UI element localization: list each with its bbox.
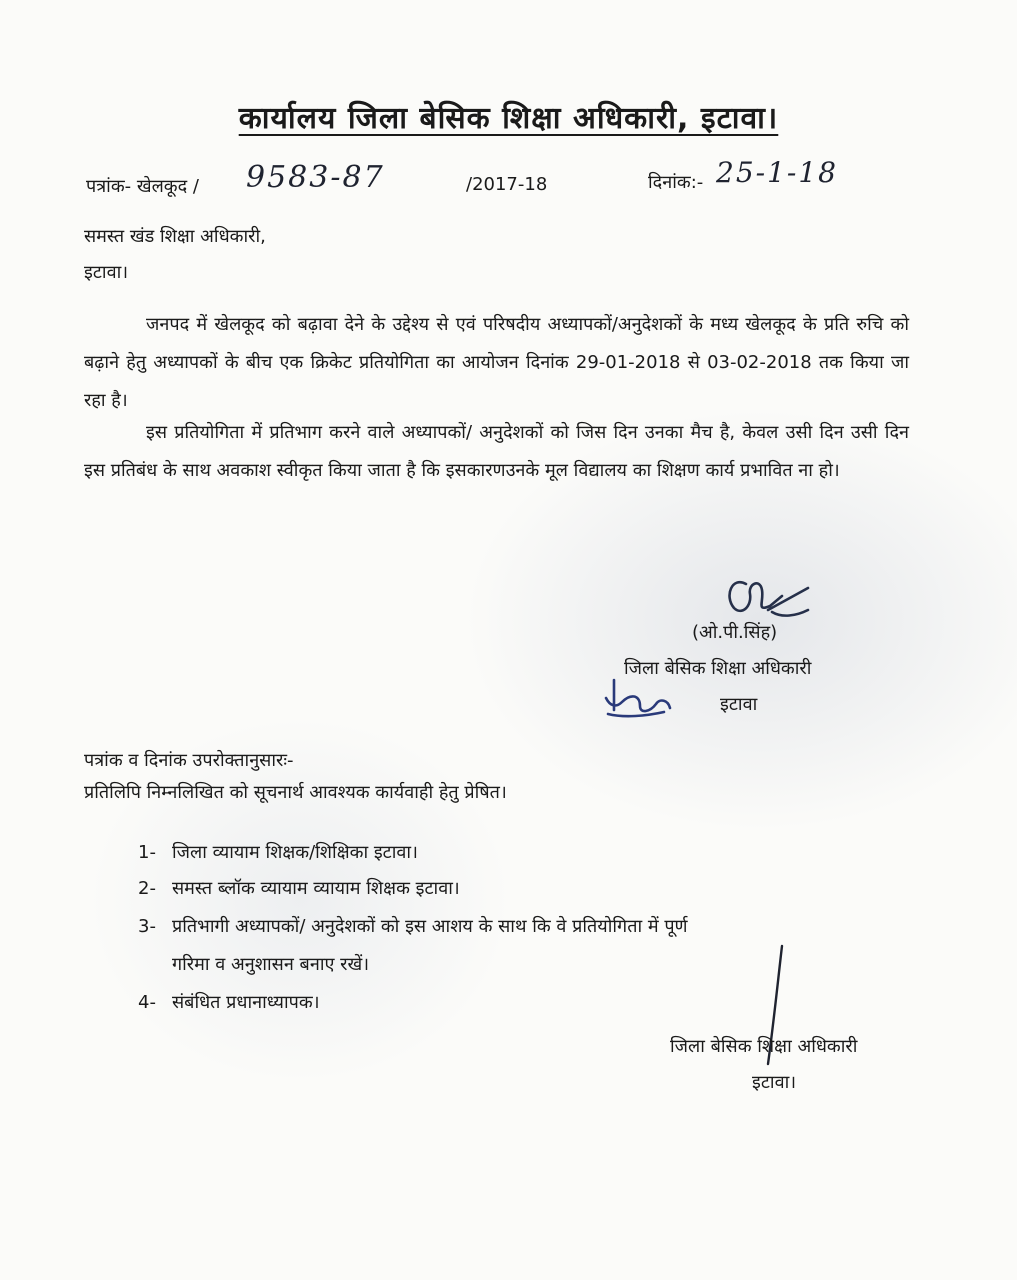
list-item: 4- संबंधित प्रधानाध्यापक।	[138, 992, 320, 1013]
closing-place: इटावा।	[752, 1072, 797, 1093]
initials-mark	[600, 676, 680, 722]
list-item: 2- समस्त ब्लॉक व्यायाम व्यायाम शिक्षक इटावा।	[138, 878, 460, 899]
reference-label: पत्रांक- खेलकूद /	[86, 176, 199, 197]
body-paragraph-1	[84, 306, 909, 420]
list-item: 3- प्रतिभागी अध्यापकों/ अनुदेशकों को इस आशय के साथ कि वे प्रतियोगिता में पूर्ण	[138, 916, 688, 937]
paragraph-2-text: इस प्रतियोगिता में प्रतिभाग करने वाले अध्यापकों/ अनुदेशकों को जिस दिन उनका मैच है, केवल उसी दिन उसी दिन इस प्रतिबंध के साथ अवकाश स्वीकृत किया जाता है कि इसकारणउनके मूल विद्यालय का शिक्षण कार्य प्रभावित ना हो।	[84, 422, 909, 481]
office-heading: कार्यालय जिला बेसिक शिक्षा अधिकारी, इटावा।	[238, 101, 779, 136]
handwritten-date: 25-1-18	[716, 156, 838, 189]
signatory-place: इटावा	[720, 694, 758, 715]
paragraph-1-text: जनपद में खेलकूद को बढ़ावा देने के उद्देश्य से एवं परिषदीय अध्यापकों/अनुदेशकों के मध्य खेलकूद के प्रति रुचि को बढ़ाने हेतु अध्यापकों के बीच एक क्रिकेट प्रतियोगिता का आयोजन दिनांक 29-01-2018 से 03-02-2018 तक किया जा रहा है।	[84, 314, 909, 411]
list-item: 1- जिला व्यायाम शिक्षक/शिक्षिका इटावा।	[138, 842, 418, 863]
copy-forwarded-line: प्रतिलिपि निम्नलिखित को सूचनार्थ आवश्यक कार्यवाही हेतु प्रेषित।	[84, 782, 507, 803]
date-label: दिनांक:-	[648, 172, 704, 193]
body-paragraph-2	[84, 414, 909, 490]
addressee-line-2: इटावा।	[84, 262, 129, 283]
reference-year: /2017-18	[466, 174, 548, 195]
signatory-designation: जिला बेसिक शिक्षा अधिकारी	[624, 658, 812, 679]
signatory-name: (ओ.पी.सिंह)	[692, 622, 778, 643]
handwritten-reference-number: 9583-87	[246, 160, 385, 195]
copy-reference-line: पत्रांक व दिनांक उपरोक्तानुसारः-	[84, 750, 294, 771]
closing-designation: जिला बेसिक शिक्षा अधिकारी	[670, 1036, 858, 1057]
addressee-line-1: समस्त खंड शिक्षा अधिकारी,	[84, 226, 266, 247]
list-item-continuation: गरिमा व अनुशासन बनाए रखें।	[172, 954, 370, 975]
